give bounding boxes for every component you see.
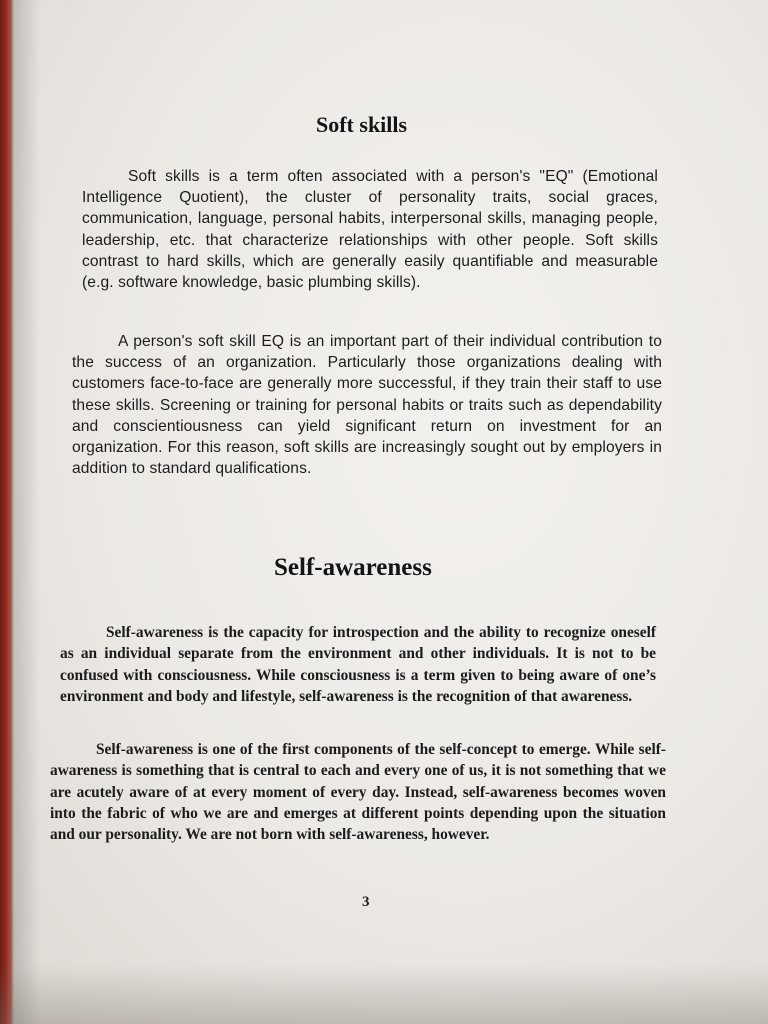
page-number: 3 [362,894,370,910]
binding-shadow [10,0,40,1024]
page-bottom-shadow [0,964,768,1024]
paragraph-self-awareness-1: Self-awareness is the capacity for introspection and the ability to recognize oneself as an individual separate from the environment and other individuals. It is not to be confused with consciousness. While consciousness is a term given to being aware of one’s environment and body and lifestyle, self-awareness is the recognition of that awareness. [60,624,656,705]
paragraph-self-awareness-2: Self-awareness is one of the first components of the self-concept to emerge. While self-awareness is something that is central to each and every one of us, it is not something that we are acutely aware of at every moment of every day. Instead, self-awareness becomes woven into the fabric of who we are and emerges at different points depending upon the situation and our personality. We are not born with self-awareness, however. [50,741,666,844]
paragraph-soft-skills-2: A person's soft skill EQ is an important part of their individual contribution to the success of an organization. Particularly those organizations dealing with customers face-to-face are generally more successful, if they train their staff to use these skills. Screening or training for personal habits or traits such as dependability and conscientiousness can yield significant return on investment for an organization. For this reason, soft skills are increasingly sought out by employers in addition to standard qualifications. [72,333,662,478]
section-title-self-awareness: Self-awareness [274,554,432,581]
section-title-soft-skills: Soft skills [316,112,408,137]
paragraph-soft-skills-1: Soft skills is a term often associated with a person's "EQ" (Emotional Intelligence Quotient), the cluster of personality traits, social graces, communication, language, personal habits, interpersonal skills, managing people, leadership, etc. that characterize relationships with other people. Soft skills contrast to hard skills, which are generally easily quantifiable and measurable (e.g. software knowledge, basic plumbing skills). [82,168,658,292]
